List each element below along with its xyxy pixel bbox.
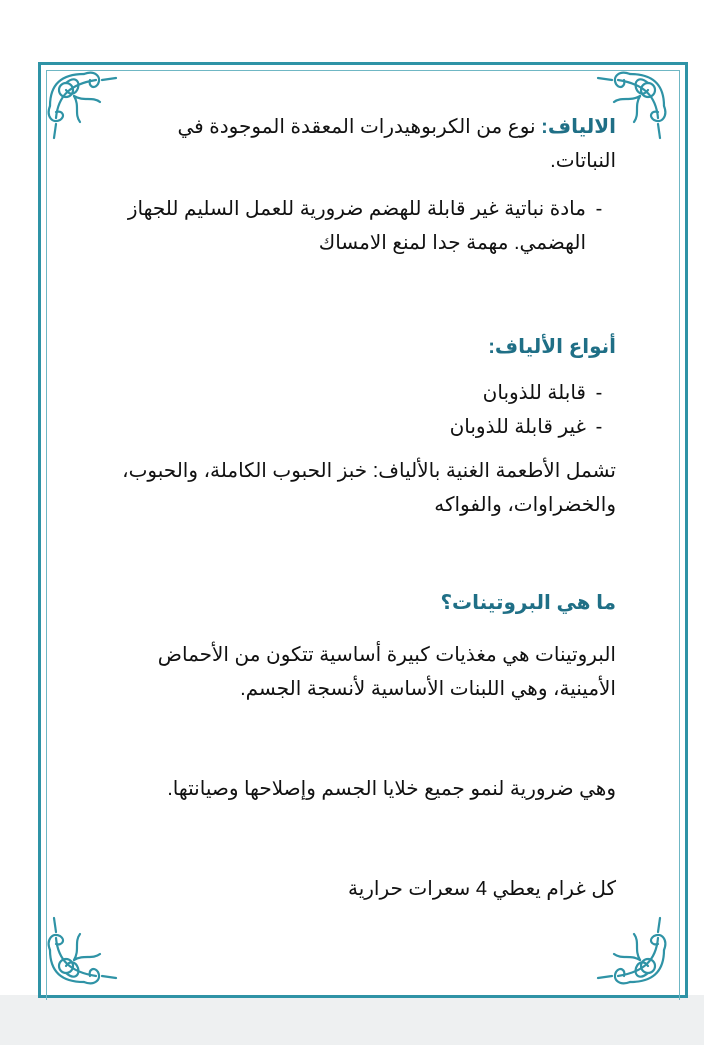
fiber-foods: تشمل الأطعمة الغنية بالألياف: خبز الحبوب الكاملة، والحبوب، والخضراوات، والفواكه xyxy=(122,460,616,516)
bullet-dash: - xyxy=(595,382,603,404)
fiber-definition xyxy=(120,110,616,178)
ornament-corner-icon xyxy=(44,912,122,990)
fiber-bullet-text: مادة نباتية غير قابلة للهضم ضرورية للعمل السليم للجهاز الهضمي. مهمة جدا لمنع الامساك xyxy=(127,198,586,254)
ornament-corner-icon xyxy=(592,912,670,990)
fiber-bullet xyxy=(120,192,616,260)
fiber-definition-text: نوع من الكربوهيدرات المعقدة الموجودة في النباتات. xyxy=(177,116,616,172)
proteins-importance: وهي ضرورية لنمو جميع خلايا الجسم وإصلاحها وصيانتها. xyxy=(167,778,616,800)
fiber-type-label: غير قابلة للذوبان xyxy=(449,416,586,438)
viewer-bottom-area xyxy=(0,995,704,1045)
bullet-dash: - xyxy=(595,416,603,438)
ornament-corner-icon xyxy=(44,66,122,144)
fiber-term: الالياف: xyxy=(541,116,616,138)
fiber-type-item xyxy=(120,376,616,410)
proteins-heading: ما هي البروتينات؟ xyxy=(440,592,616,614)
fiber-types-heading: أنواع الألياف: xyxy=(488,336,616,358)
proteins-calories: كل غرام يعطي 4 سعرات حرارية xyxy=(347,878,616,900)
fiber-type-item xyxy=(120,410,616,444)
bullet-dash: - xyxy=(595,198,603,220)
fiber-type-label: قابلة للذوبان xyxy=(482,382,586,404)
proteins-definition: البروتينات هي مغذيات كبيرة أساسية تتكون من الأحماض الأمينية، وهي اللبنات الأساسية لأنسجة الجسم. xyxy=(157,644,616,700)
document-body xyxy=(120,100,616,906)
